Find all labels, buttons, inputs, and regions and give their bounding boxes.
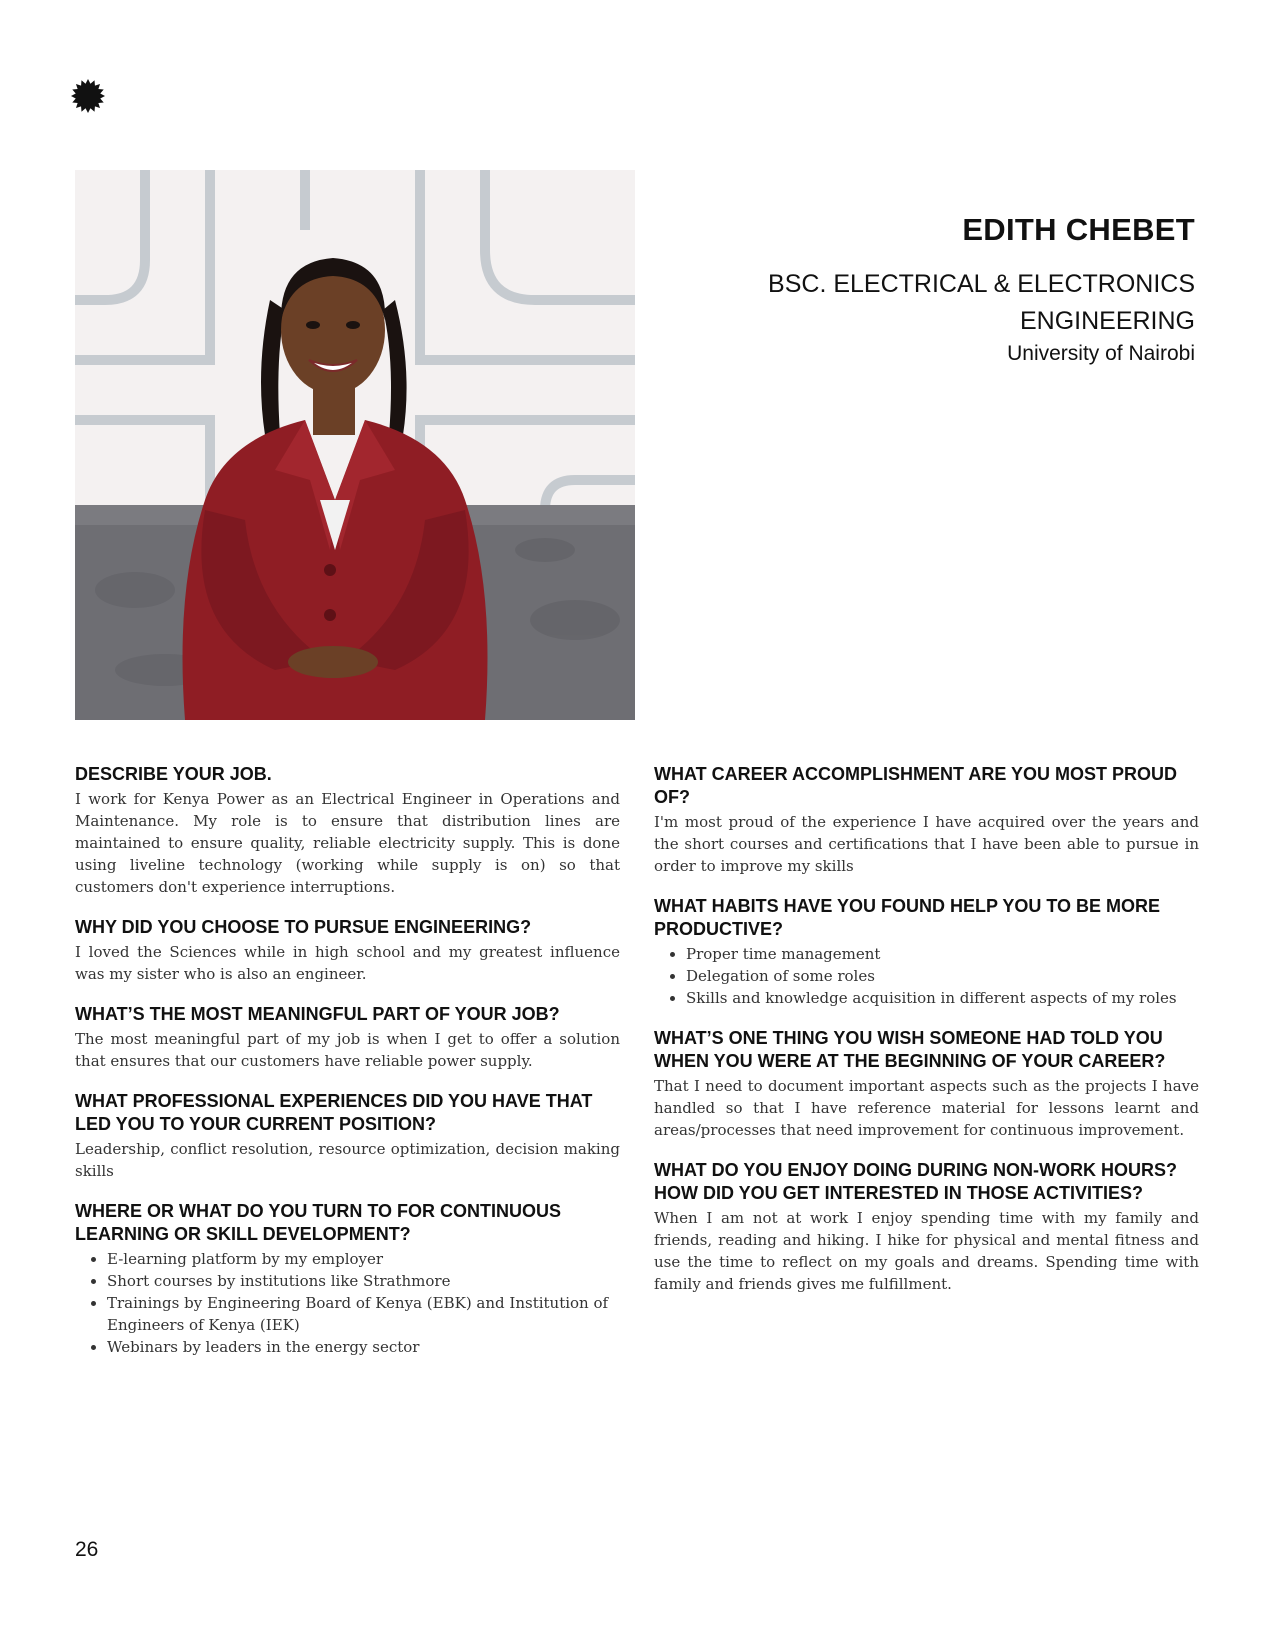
starburst-icon (70, 78, 106, 114)
question-heading: WHERE OR WHAT DO YOU TURN TO FOR CONTINUOUS LEARNING OR SKILL DEVELOPMENT? (75, 1201, 561, 1244)
answer-text: The most meaningful part of my job is when I get to offer a solution that ensures that our customers have reliable power supply. (75, 1030, 620, 1070)
question-heading: WHAT HABITS HAVE YOU FOUND HELP YOU TO BE MORE PRODUCTIVE? (654, 896, 1161, 939)
bullet-list (75, 1248, 620, 1358)
bullet-list (654, 943, 1199, 1009)
qa-item (75, 1003, 620, 1072)
university-name: University of Nairobi (1007, 342, 1195, 365)
qa-item (75, 1200, 620, 1358)
question-heading: WHAT’S ONE THING YOU WISH SOMEONE HAD TOLD YOU WHEN YOU WERE AT THE BEGINNING OF YOUR CAREER? (654, 1028, 1166, 1071)
portrait-photo (75, 170, 635, 720)
question-heading: WHAT CAREER ACCOMPLISHMENT ARE YOU MOST PROUD OF? (654, 764, 1178, 807)
question-heading: WHY DID YOU CHOOSE TO PURSUE ENGINEERING? (75, 917, 532, 937)
right-column (654, 763, 1199, 1313)
qa-item (654, 895, 1199, 1009)
person-name: EDITH CHEBET (962, 212, 1195, 247)
list-item: • Skills and knowledge acquisition in different aspects of my roles (686, 987, 1199, 1009)
qa-item (75, 916, 620, 985)
degree-line-1: BSC. ELECTRICAL & ELECTRONICS (768, 270, 1195, 298)
answer-text: I work for Kenya Power as an Electrical Engineer in Operations and Maintenance. My role is to ensure that distribution lines are maintained to ensure quality, reliable electricity supply. This is done using liveline technology (working while supply is on) so that customers don't experience interruptions. (75, 790, 620, 896)
list-item: • Proper time management (686, 943, 1199, 965)
left-column (75, 763, 620, 1376)
qa-item (75, 763, 620, 898)
list-item: • Webinars by leaders in the energy sector (107, 1336, 620, 1358)
qa-item (654, 1159, 1199, 1295)
answer-text: I'm most proud of the experience I have acquired over the years and the short courses and certifications that I have been able to pursue in order to improve my skills (654, 813, 1199, 875)
qa-item (75, 1090, 620, 1182)
question-heading: WHAT PROFESSIONAL EXPERIENCES DID YOU HAVE THAT LED YOU TO YOUR CURRENT POSITION? (75, 1091, 593, 1134)
answer-text: That I need to document important aspects such as the projects I have handled so that I have reference material for lessons learnt and areas/processes that need improvement for continuous improvement. (654, 1077, 1199, 1139)
page-number: 26 (75, 1538, 99, 1561)
question-heading: WHAT DO YOU ENJOY DOING DURING NON-WORK HOURS? HOW DID YOU GET INTERESTED IN THOSE ACTIVITIES? (654, 1160, 1178, 1203)
list-item: • E-learning platform by my employer (107, 1248, 620, 1270)
list-item: • Short courses by institutions like Strathmore (107, 1270, 620, 1292)
answer-text: I loved the Sciences while in high school and my greatest influence was my sister who is also an engineer. (75, 943, 620, 983)
degree-line-2: ENGINEERING (1019, 307, 1195, 335)
qa-item (654, 1027, 1199, 1141)
list-item: • Delegation of some roles (686, 965, 1199, 987)
answer-text: When I am not at work I enjoy spending time with my family and friends, reading and hiking. I hike for physical and mental fitness and use the time to reflect on my goals and dreams. Spending time with family and friends gives me fulfillment. (654, 1209, 1199, 1293)
question-heading: DESCRIBE YOUR JOB. (75, 764, 272, 784)
answer-text: Leadership, conflict resolution, resource optimization, decision making skills (75, 1140, 620, 1180)
qa-item (654, 763, 1199, 877)
list-item: • Trainings by Engineering Board of Kenya (EBK) and Institution of Engineers of Kenya (IEK) (107, 1292, 620, 1336)
question-heading: WHAT’S THE MOST MEANINGFUL PART OF YOUR JOB? (75, 1004, 560, 1024)
profile-header (675, 212, 1195, 366)
